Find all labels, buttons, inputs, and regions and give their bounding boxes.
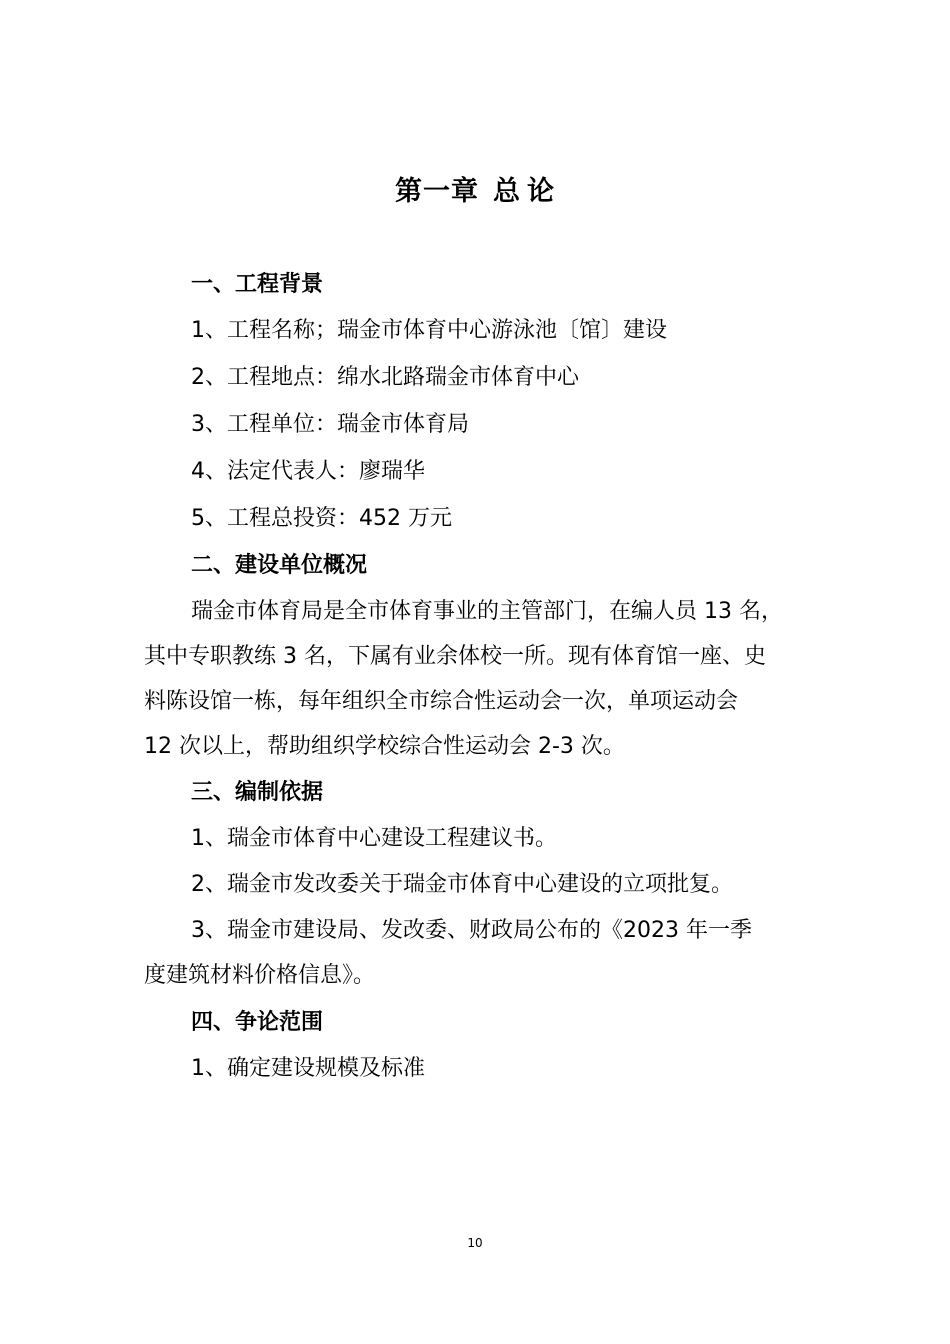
basis-item: 1、瑞金市体育中心建设工程建议书。	[191, 826, 557, 851]
basis-item: 2、瑞金市发改委关于瑞金市体育中心建设的立项批复。	[191, 872, 733, 897]
unit-paragraph-line: 其中专职教练 3 名，下属有业余体校一所。现有体育馆一座、史	[144, 644, 766, 669]
background-item-name: 1、工程名称；瑞金市体育中心游泳池〔馆〕建设	[191, 318, 667, 343]
background-item-investment: 5、工程总投资：452 万元	[191, 506, 452, 531]
section-heading-background: 一、工程背景	[191, 272, 324, 297]
basis-item: 3、瑞金市建设局、发改委、财政局公布的《2023 年一季	[191, 918, 752, 943]
section-heading-scope: 四、争论范围	[191, 1010, 324, 1035]
section-heading-unit: 二、建设单位概况	[191, 553, 368, 578]
scope-item: 1、确定建设规模及标准	[191, 1056, 425, 1081]
chapter-title	[0, 172, 950, 212]
unit-paragraph-line: 料陈设馆一栋，每年组织全市综合性运动会一次，单项运动会	[144, 689, 739, 714]
background-item-location: 2、工程地点：绵水北路瑞金市体育中心	[191, 365, 579, 390]
background-item-unit: 3、工程单位：瑞金市体育局	[191, 412, 469, 437]
page-number: 10	[467, 1236, 483, 1250]
section-heading-basis: 三、编制依据	[191, 780, 324, 805]
basis-item-continuation: 度建筑材料价格信息》。	[144, 963, 376, 988]
unit-paragraph-line: 12 次以上，帮助组织学校综合性运动会 2-3 次。	[144, 734, 625, 759]
chapter-title-word-1: 总	[493, 176, 521, 207]
unit-paragraph-line: 瑞金市体育局是全市体育事业的主管部门，在编人员 13 名，	[191, 599, 783, 624]
chapter-title-word-2: 论	[527, 176, 555, 207]
background-item-representative: 4、法定代表人：廖瑞华	[191, 459, 425, 484]
chapter-title-number: 第一章	[395, 176, 479, 207]
